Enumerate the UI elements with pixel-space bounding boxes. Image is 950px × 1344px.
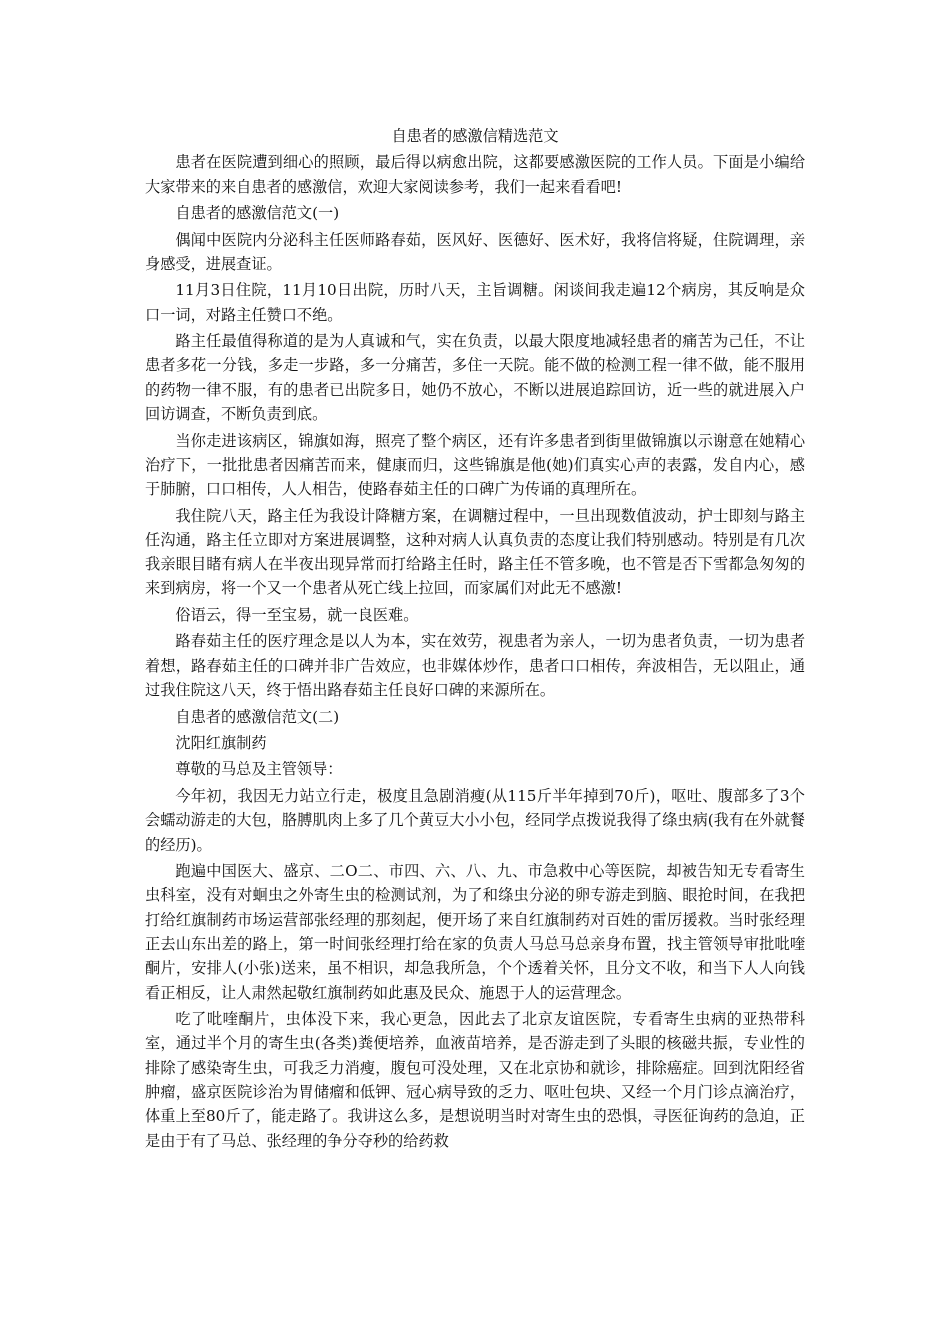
paragraph: 俗语云，得一至宝易，就一良医难。: [175, 605, 419, 624]
section-heading-2: 自患者的感激信范文(二): [175, 707, 340, 726]
letter-salutation: 尊敬的马总及主管领导：: [175, 760, 343, 779]
document-title: 自患者的感激信精选范文: [391, 127, 559, 145]
paragraph: 今年初，我因无力站立行走，极度且急剧消瘦(从115斤半年掉到70斤)，呕吐、腹部多了3个会蠕动游走的大包，胳膊肌肉上多了几个黄豆大小小包，经同学点拨说我得了绦虫病(我有在外就餐的经历)。: [145, 786, 805, 854]
paragraph: 偶闻中医院内分泌科主任医师路春茹，医风好、医德好、医术好，我将信将疑，住院调理，亲身感受，进展查证。: [145, 230, 805, 273]
paragraph: 吃了吡喹酮片，虫体没下来，我心更急，因此去了北京友谊医院，专看寄生虫病的亚热带科室，通过半个月的寄生虫(各类)粪便培养，血液苗培养，是否游走到了头眼的核磁共振，专业性的排除了感染寄生虫，可我乏力消瘦，腹包可没处理，又在北京协和就诊，排除癌症。回到沈阳经省肿瘤，盛京医院诊治为胃储瘤和低钾、冠心病导致的乏力、呕吐包块、又经一个月门诊点滴治疗，体重上至80斤了，能走路了。我讲这么多，是想说明当时对寄生虫的恐惧，寻医征询药的急迫，正是由于有了马总、张经理的争分夺秒的给药救: [145, 1010, 805, 1150]
paragraph-intro: 患者在医院遭到细心的照顾，最后得以病愈出院，这都要感激医院的工作人员。下面是小编给大家带来的来自患者的感激信，欢迎大家阅读参考，我们一起来看看吧!: [145, 153, 805, 196]
paragraph: 路主任最值得称道的是为人真诚和气，实在负责，以最大限度地减轻患者的痛苦为己任，不让患者多花一分钱，多走一步路，多一分痛苦，多住一天院。能不做的检测工程一律不做，能不服用的药物一律不服，有的患者已出院多日，她仍不放心，不断以进展追踪回访，近一些的就进展入户回访调查，不断负责到底。: [145, 332, 805, 424]
paragraph: 路春茹主任的医疗理念是以人为本，实在效劳，视患者为亲人，一切为患者负责，一切为患者着想，路春茹主任的口碑并非广告效应，也非媒体炒作，患者口口相传，奔波相告，无以阻止，通过我住院这八天，终于悟出路春茹主任良好口碑的来源所在。: [145, 632, 805, 700]
section-heading-1: 自患者的感激信范文(一): [175, 204, 340, 223]
paragraph: 当你走进该病区，锦旗如海，照亮了整个病区，还有许多患者到街里做锦旗以示谢意在她精心治疗下，一批批患者因痛苦而来，健康而归，这些锦旗是他(她)们真实心声的表露，发自内心，感于肺腑，口口相传，人人相告，使路春茹主任的口碑广为传诵的真理所在。: [145, 431, 805, 499]
document-body: [145, 118, 805, 1155]
paragraph: 我住院八天，路主任为我设计降糖方案，在调糖过程中，一旦出现数值波动，护士即刻与路主任沟通，路主任立即对方案进展调整，这种对病人认真负责的态度让我们特别感动。特别是有几次我亲眼目睹有病人在半夜出现异常而打给路主任时，路主任不管多晚，也不管是否下雪都急匆匆的来到病房，将一个又一个患者从死亡线上拉回，而家属们对此无不感激!: [145, 506, 805, 598]
paragraph: 跑遍中国医大、盛京、二O二、市四、六、八、九、市急救中心等医院，却被告知无专看寄生虫科室，没有对蛔虫之外寄生虫的检测试剂，为了和绦虫分泌的卵专游走到脑、眼抢时间，在我把打给红旗制药市场运营部张经理的那刻起，便开场了来自红旗制药对百姓的雷厉援救。当时张经理正去山东出差的路上，第一时间张经理打给在家的负责人马总马总亲身布置，找主管领导审批吡喹酮片，安排人(小张)送来，虽不相识，却急我所急，个个透着关怀，且分文不收，和当下人人向钱看正相反，让人肃然起敬红旗制药如此惠及民众、施恩于人的运营理念。: [145, 862, 805, 1002]
paragraph: 11月3日住院，11月10日出院，历时八天，主旨调糖。闲谈间我走遍12个病房，其反响是众口一词，对路主任赞口不绝。: [145, 281, 805, 324]
letter-recipient-org: 沈阳红旗制药: [175, 734, 267, 752]
